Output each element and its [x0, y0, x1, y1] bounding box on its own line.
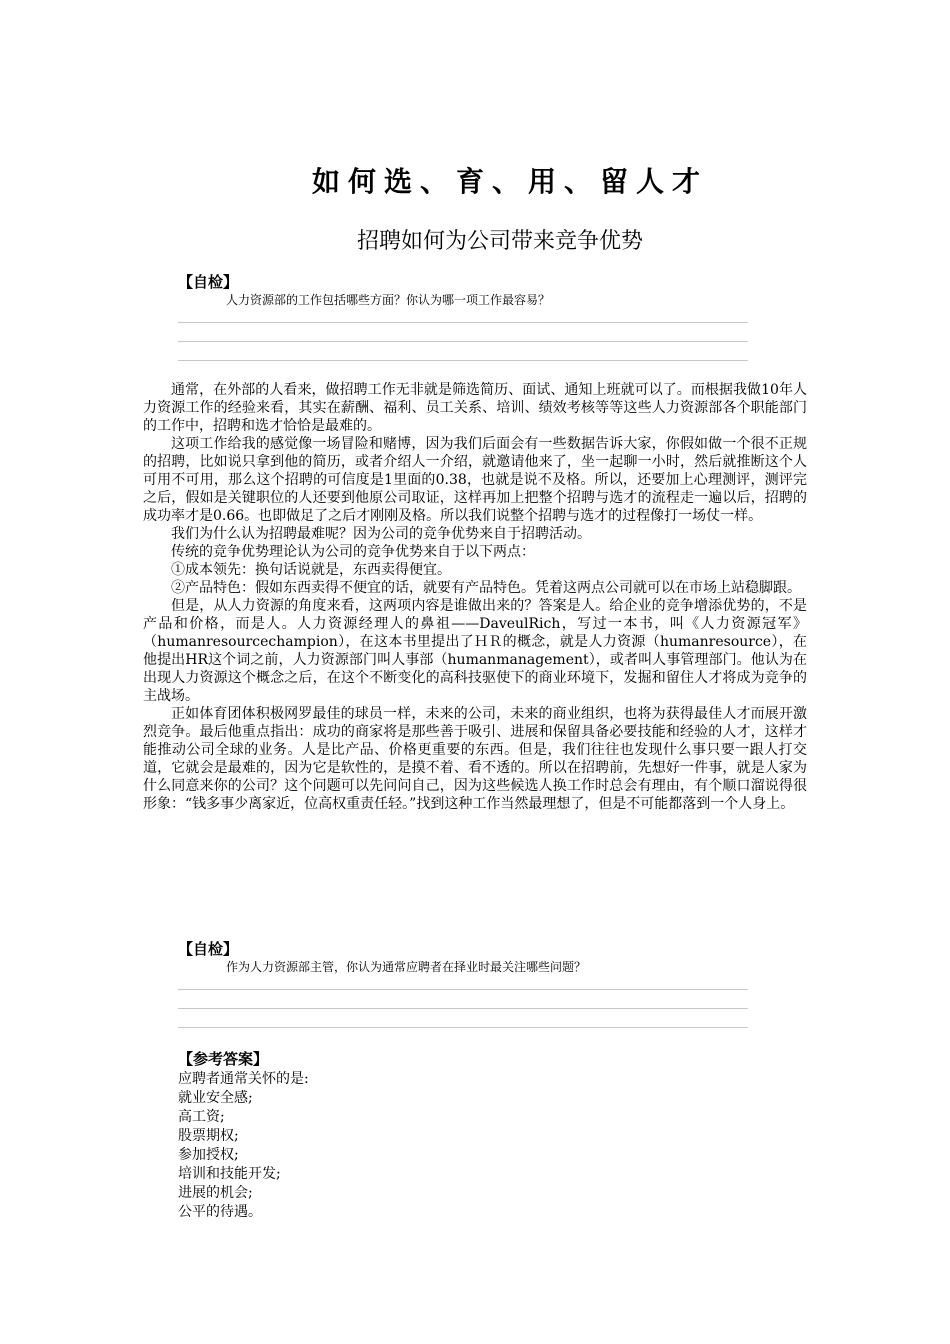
paragraph: ①成本领先：换句话说就是，东西卖得便宜。: [171, 562, 451, 578]
list-item: 参加授权;: [178, 1147, 239, 1163]
paragraph: 这项工作给我的感觉像一场冒险和赌博，因为我们后面会有一些数据告诉大家，你假如做一个很不正规的招聘，比如说只拿到他的简历，或者介绍人一介绍，就邀请他来了，坐一起聊一小时，然后就推断这个人可用不可用，那么这个招聘的可信度是1里面的0.38，也就是说不及格。所以，还要加上心理测评，测评完之后，假如是关键职位的人还要到他原公司取证，这样再加上把整个招聘与选才的流程走一遍以后，招聘的成功率才是0.66。也即做足了之后才刚刚及格。所以我们说整个招聘与选才的过程像打一场仗一样。: [143, 436, 807, 524]
list-item: 进展的机会;: [178, 1185, 253, 1201]
list-item: 高工资;: [178, 1109, 225, 1125]
page-subtitle: 招聘如何为公司带来竞争优势: [356, 229, 643, 254]
paragraph: 通常，在外部的人看来，做招聘工作无非就是筛选简历、面试、通知上班就可以了。而根据我做10年人力资源工作的经验来看，其实在薪酬、福利、员工关系、培训、绩效考核等等这些人力资源部各个职能部门的工作中，招聘和选才恰恰是最难的。: [143, 382, 807, 434]
answer-line: [178, 322, 748, 323]
list-item: 股票期权;: [178, 1128, 239, 1144]
paragraph: 正如体育团体积极网罗最佳的球员一样，未来的公司，未来的商业组织，也将为获得最佳人才而展开激烈竞争。最后他重点指出：成功的商家将是那些善于吸引、进展和保留具备必要技能和经验的人才，这样才能推动公司全球的业务。人是比产品、价格更重要的东西。但是，我们往往也发现什么事只要一跟人打交道，它就会是最难的，因为它是软性的，是摸不着、看不透的。所以在招聘前，先想好一件事，就是人家为什么同意来你的公司？这个问题可以先问问自己，因为这些候选人换工作时总会有理由，有个顺口溜说得很形象：“钱多事少离家近，位高权重责任轻。”找到这种工作当然最理想了，但是不可能都落到一个人身上。: [143, 706, 807, 812]
paragraph: 我们为什么认为招聘最难呢？因为公司的竞争优势来自于招聘活动。: [171, 526, 591, 542]
paragraph: 传统的竞争优势理论认为公司的竞争优势来自于以下两点：: [171, 544, 535, 560]
answer-line: [178, 1027, 748, 1028]
self-check-heading-1: 【自检】: [178, 273, 239, 291]
list-item: 培训和技能开发;: [178, 1166, 281, 1182]
page-title: 如何选、育、用、留人才: [311, 165, 708, 198]
list-item: 就业安全感;: [178, 1090, 253, 1106]
self-check-question-1: 人力资源部的工作包括哪些方面？你认为哪一项工作最容易？: [226, 293, 551, 307]
reference-answer-heading: 【参考答案】: [178, 1050, 269, 1068]
answer-line: [178, 989, 748, 990]
list-item: 应聘者通常关怀的是:: [178, 1071, 309, 1087]
body-text: [143, 381, 807, 813]
paragraph: 但是，从人力资源的角度来看，这两项内容是谁做出来的？答案是人。给企业的竞争增添优势的，不是产品和价格，而是人。人力资源经理人的鼻祖——DaveulRich，写过一本书，叫《人力资源冠军》（humanresourcechampion），在这本书里提出了ＨＲ的概念，就是人力资源（humanresource），在他提出HR这个词之前，人力资源部门叫人事部（humanmanagement），或者叫人事管理部门。他认为在出现人力资源这个概念之后，在这个不断变化的高科技驱使下的商业环境下，发掘和留住人才将成为竞争的主战场。: [143, 598, 807, 704]
paragraph: ②产品特色：假如东西卖得不便宜的话，就要有产品特色。凭着这两点公司就可以在市场上站稳脚跟。: [171, 580, 801, 596]
answer-line: [178, 1008, 748, 1009]
reference-answer-list: [178, 1070, 309, 1222]
answer-line: [178, 341, 748, 342]
self-check-heading-2: 【自检】: [178, 940, 239, 958]
answer-line: [178, 360, 748, 361]
self-check-question-2: 作为人力资源部主管，你认为通常应聘者在择业时最关注哪些问题？: [226, 960, 587, 974]
list-item: 公平的待遇。: [178, 1204, 262, 1220]
